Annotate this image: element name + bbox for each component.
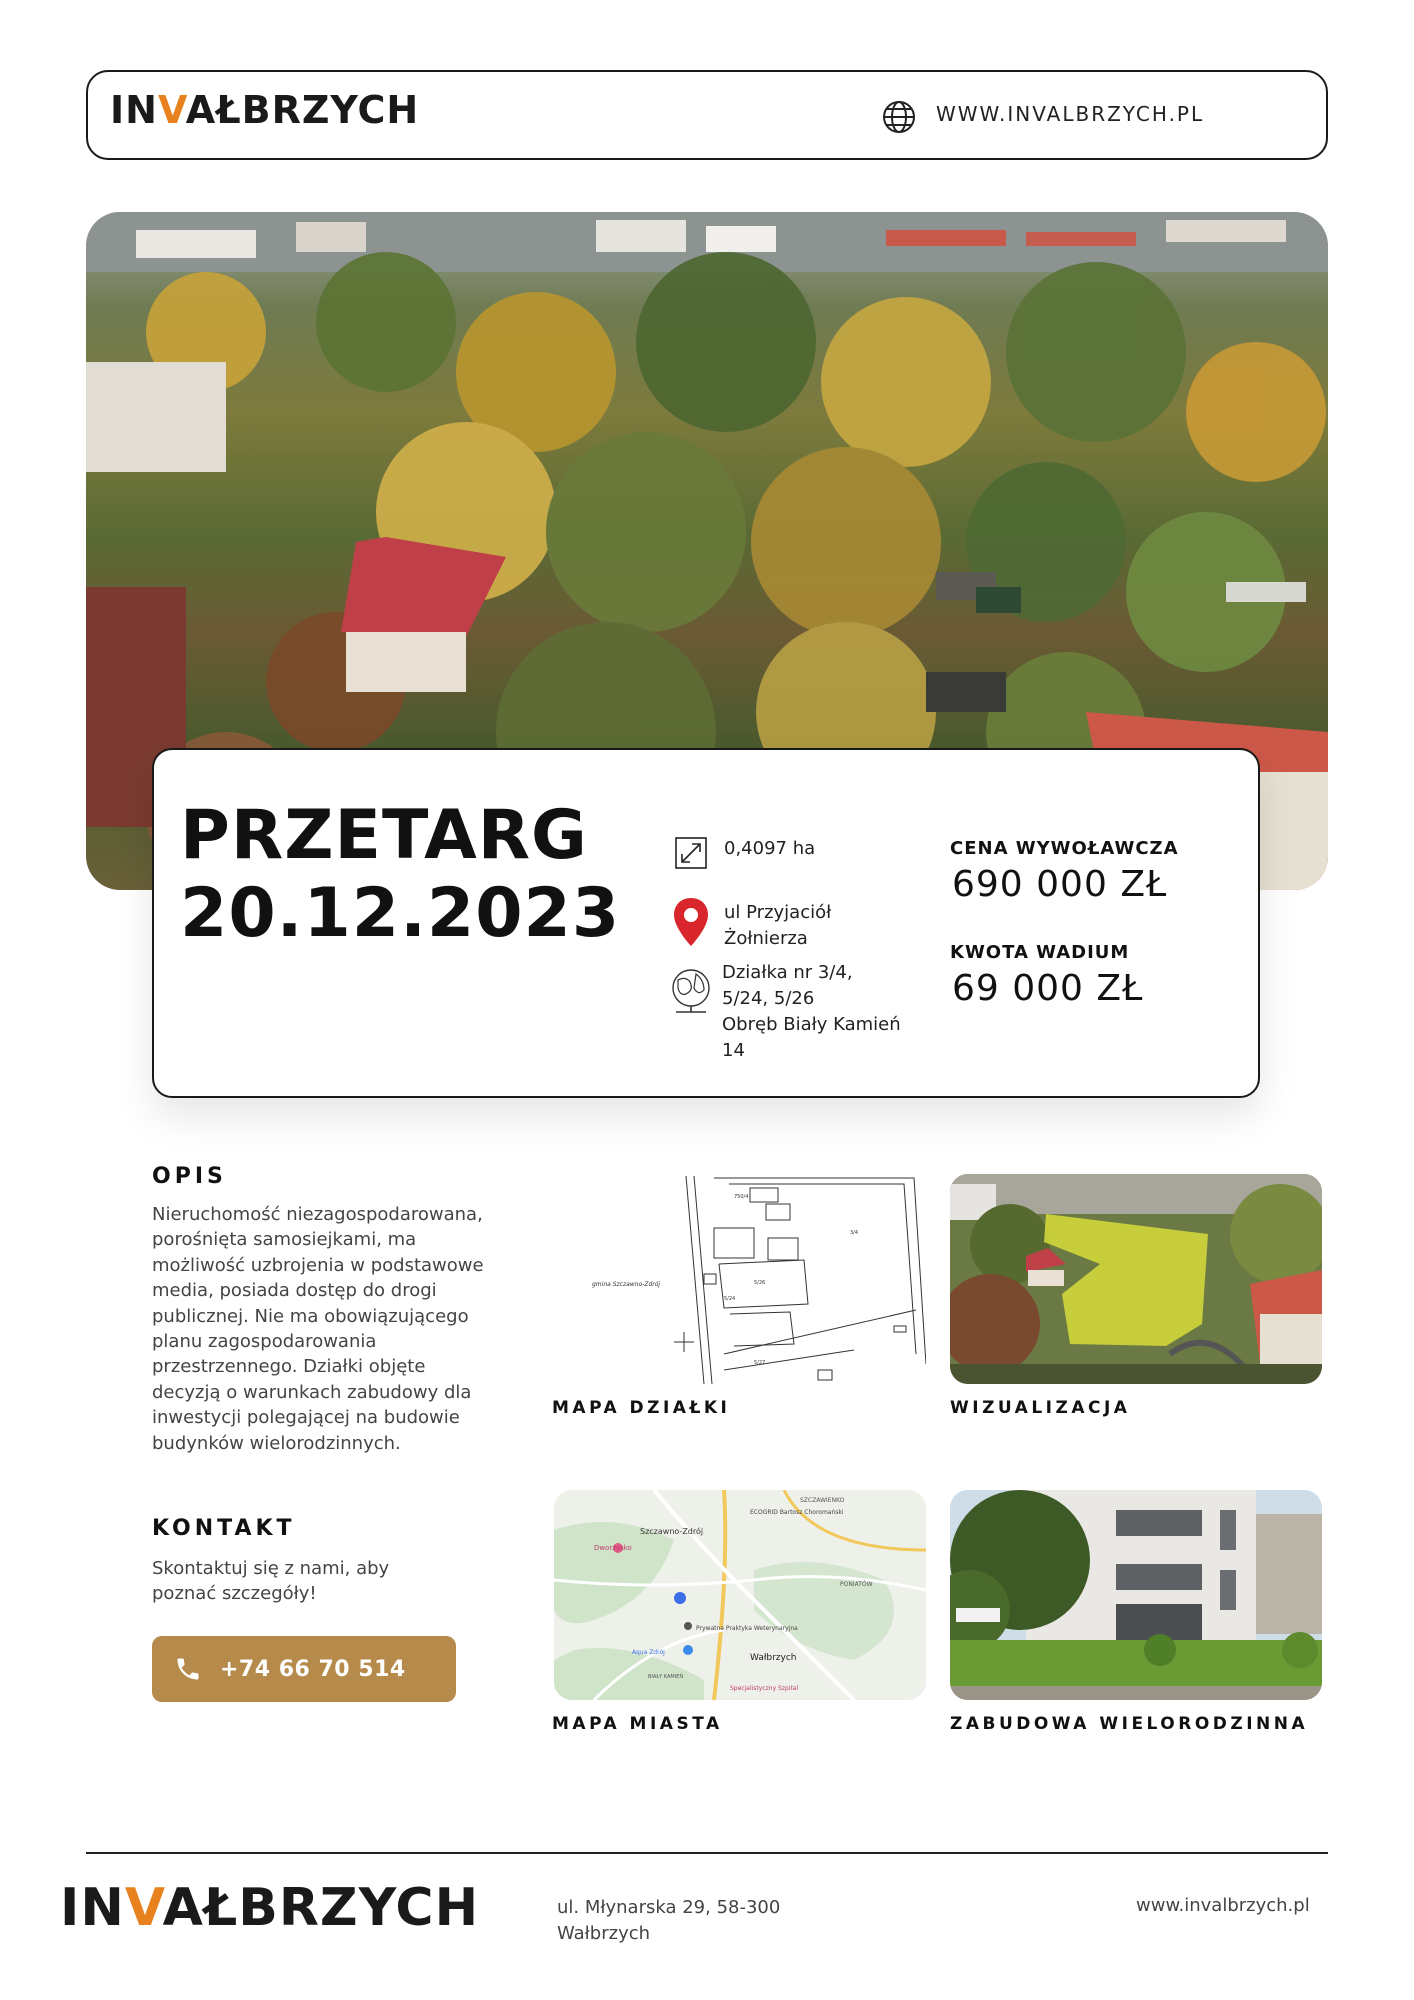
- logo-v: V: [157, 88, 186, 132]
- plot-address: [724, 900, 831, 952]
- deposit-label: KWOTA WADIUM: [950, 942, 1130, 963]
- logo[interactable]: [110, 88, 419, 132]
- phone-icon: [174, 1655, 202, 1683]
- footer-logo-v: V: [124, 1878, 163, 1938]
- footer-address-line-2: Wałbrzych: [557, 1923, 651, 1944]
- footer-logo[interactable]: [60, 1878, 479, 1938]
- visualization-caption: WIZUALIZACJA: [950, 1398, 1131, 1418]
- plot-map-label: 750/4: [734, 1194, 749, 1200]
- description-line: planu zagospodarowania: [152, 1331, 377, 1353]
- footer-website-link[interactable]: www.invalbrzych.pl: [1136, 1895, 1310, 1916]
- description-line: decyzją o warunkach zabudowy dla: [152, 1381, 472, 1403]
- footer-address-line-1: ul. Młynarska 29, 58-300: [557, 1897, 781, 1918]
- city-map-caption: MAPA MIASTA: [552, 1714, 723, 1734]
- plot-map-caption: MAPA DZIAŁKI: [552, 1398, 731, 1418]
- footer-logo-prefix: IN: [60, 1878, 125, 1938]
- description-line: przestrzennego. Działki objęte: [152, 1356, 426, 1378]
- footer-divider: [86, 1852, 1328, 1854]
- plot-numbers: [722, 960, 901, 1064]
- header-website-link[interactable]: WWW.INVALBRZYCH.PL: [936, 102, 1205, 126]
- header-bar: [86, 70, 1328, 160]
- footer-address: [557, 1895, 780, 1947]
- residential-caption: ZABUDOWA WIELORODZINNA: [950, 1714, 1309, 1734]
- plot-map-image[interactable]: [554, 1174, 926, 1384]
- city-map-label: Szczawno-Zdrój: [640, 1527, 704, 1536]
- city-map-label: ECOGRID Bartosz Choromański: [750, 1509, 844, 1516]
- resize-arrow-icon: [674, 836, 708, 870]
- logo-suffix: AŁBRZYCH: [185, 88, 420, 132]
- plot-map-label: 3/4: [850, 1230, 859, 1236]
- phone-number: +74 66 70 514: [220, 1656, 406, 1682]
- city-map-label: SZCZAWIENKO: [800, 1497, 845, 1504]
- description-text: [152, 1202, 532, 1456]
- contact-line-1: Skontaktuj się z nami, aby: [152, 1558, 390, 1579]
- contact-title: KONTAKT: [152, 1516, 296, 1541]
- contact-text: [152, 1556, 389, 1607]
- globe-icon: [881, 99, 917, 135]
- plot-map-label: gmina Szczawno-Zdrój: [592, 1281, 661, 1288]
- plot-line-4: 14: [722, 1040, 745, 1061]
- deposit-value: 69 000 ZŁ: [952, 968, 1144, 1009]
- description-line: porośnięta samosiejkami, ma: [152, 1229, 417, 1251]
- city-map-label: Dworzysko: [594, 1544, 632, 1552]
- plot-map-label: 5/24: [724, 1296, 736, 1302]
- residential-image[interactable]: [950, 1490, 1322, 1700]
- plot-map-label: 5/26: [754, 1280, 766, 1286]
- city-map-label: Aqua Zdrój: [632, 1649, 665, 1656]
- map-pin-icon: [672, 896, 710, 948]
- city-map-label: Wałbrzych: [750, 1653, 797, 1663]
- plot-line-2: 5/24, 5/26: [722, 988, 815, 1009]
- address-line-1: ul Przyjaciół: [724, 902, 832, 923]
- contact-line-2: poznać szczegóły!: [152, 1583, 317, 1605]
- auction-date: 20.12.2023: [180, 874, 621, 953]
- description-line: inwestycji polegającej na budowie: [152, 1407, 460, 1429]
- plot-line-3: Obręb Biały Kamień: [722, 1014, 901, 1035]
- footer-logo-suffix: AŁBRZYCH: [162, 1878, 480, 1938]
- description-line: publicznej. Nie ma obowiązującego: [152, 1305, 469, 1327]
- phone-button[interactable]: [152, 1636, 456, 1702]
- plot-area: 0,4097 ha: [724, 838, 816, 859]
- description-line: budynków wielorodzinnych.: [152, 1432, 401, 1454]
- description-line: media, posiada dostęp do drogi: [152, 1280, 437, 1302]
- auction-title: PRZETARG: [180, 796, 588, 875]
- description-line: Nieruchomość niezagospodarowana,: [152, 1204, 483, 1225]
- city-map-label: PONIATÓW: [840, 1581, 873, 1588]
- city-map-label: Prywatna Praktyka Weterynaryjna: [696, 1625, 798, 1632]
- globe-map-icon: [668, 966, 714, 1018]
- plot-map-label: 5/27: [754, 1360, 766, 1366]
- logo-prefix: IN: [110, 88, 158, 132]
- visualization-image[interactable]: [950, 1174, 1322, 1384]
- description-title: OPIS: [152, 1164, 227, 1189]
- city-map-label: BIAŁY KAMIEŃ: [648, 1674, 684, 1680]
- plot-line-1: Działka nr 3/4,: [722, 962, 853, 983]
- description-line: możliwość uzbrojenia w podstawowe: [152, 1254, 484, 1276]
- city-map-image[interactable]: [554, 1490, 926, 1700]
- city-map-label: Specjalistyczny Szpital: [730, 1685, 799, 1692]
- starting-price-value: 690 000 ZŁ: [952, 864, 1168, 905]
- auction-info-card: [152, 748, 1260, 1098]
- address-line-2: Żołnierza: [724, 928, 808, 949]
- starting-price-label: CENA WYWOŁAWCZA: [950, 838, 1179, 859]
